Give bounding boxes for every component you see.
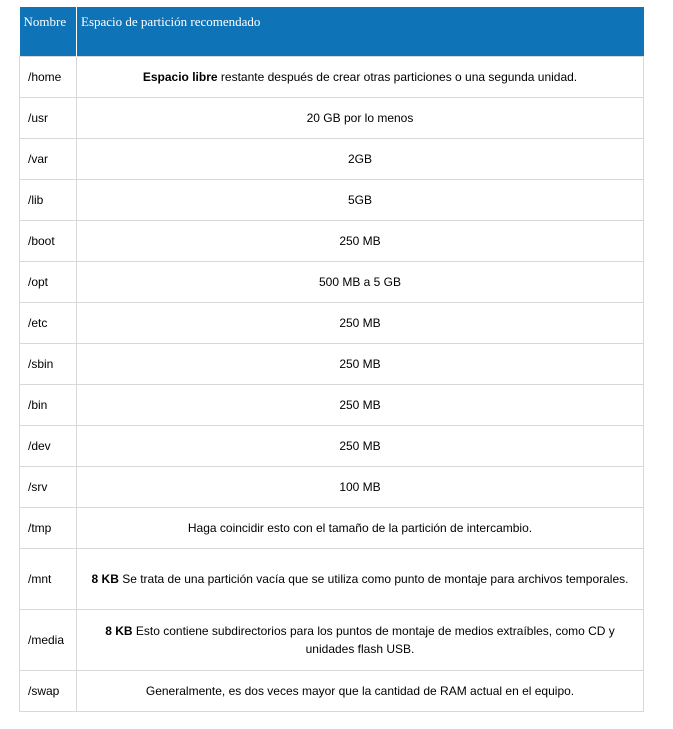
partition-space — [77, 56, 644, 97]
space-text: Haga coincidir esto con el tamaño de la partición de intercambio. — [187, 520, 533, 535]
space-text: 250 MB — [339, 233, 381, 248]
partition-space — [77, 384, 644, 425]
partition-space — [77, 220, 644, 261]
space-text: restante después de crear otras particiones o una segunda unidad. — [217, 69, 578, 84]
partition-name: /usr — [20, 97, 77, 138]
space-bold: 8 KB — [105, 623, 133, 638]
table-row — [20, 97, 644, 138]
partition-space — [77, 261, 644, 302]
partition-name: /swap — [20, 670, 77, 711]
partition-space — [77, 670, 644, 711]
space-text: 250 MB — [339, 438, 381, 453]
space-text: 2GB — [347, 151, 372, 166]
partition-space — [77, 425, 644, 466]
table-row — [20, 261, 644, 302]
partition-name: /boot — [20, 220, 77, 261]
space-text: 5GB — [347, 192, 372, 207]
partition-name: /mnt — [20, 548, 77, 609]
space-text: Esto contiene subdirectorios para los puntos de montaje de medios extraíbles, como CD y unidades flash USB. — [132, 623, 615, 656]
partition-space — [77, 548, 644, 609]
table-row — [20, 548, 644, 609]
partition-name: /opt — [20, 261, 77, 302]
table-row — [20, 507, 644, 548]
table-row — [20, 138, 644, 179]
table-row — [20, 220, 644, 261]
table-header-row — [20, 7, 644, 56]
partition-name: /lib — [20, 179, 77, 220]
partition-name: /etc — [20, 302, 77, 343]
space-text: 250 MB — [339, 356, 381, 371]
table-row — [20, 384, 644, 425]
partition-name: /sbin — [20, 343, 77, 384]
partition-name: /srv — [20, 466, 77, 507]
partition-name: /home — [20, 56, 77, 97]
header-space: Espacio de partición recomendado — [77, 7, 644, 56]
table-row — [20, 179, 644, 220]
partition-name: /dev — [20, 425, 77, 466]
space-text: 500 MB a 5 GB — [318, 274, 402, 289]
space-text: Se trata de una partición vacía que se utiliza como punto de montaje para archivos temporales. — [118, 571, 629, 586]
partition-space — [77, 609, 644, 670]
partition-space — [77, 507, 644, 548]
space-text: 250 MB — [339, 397, 381, 412]
table-row — [20, 670, 644, 711]
partition-space — [77, 466, 644, 507]
table-row — [20, 425, 644, 466]
partition-space — [77, 179, 644, 220]
header-name: Nombre — [20, 7, 77, 56]
partition-space — [77, 302, 644, 343]
table-row — [20, 466, 644, 507]
partition-table — [19, 7, 644, 712]
space-text: 250 MB — [339, 315, 381, 330]
space-bold: 8 KB — [91, 571, 119, 586]
space-text: 100 MB — [339, 479, 381, 494]
table-row — [20, 343, 644, 384]
partition-name: /media — [20, 609, 77, 670]
space-text: 20 GB por lo menos — [306, 110, 414, 125]
table-row — [20, 609, 644, 670]
partition-space — [77, 97, 644, 138]
table-row — [20, 56, 644, 97]
partition-name: /tmp — [20, 507, 77, 548]
partition-name: /var — [20, 138, 77, 179]
partition-space — [77, 138, 644, 179]
partition-space — [77, 343, 644, 384]
partition-name: /bin — [20, 384, 77, 425]
space-text: Generalmente, es dos veces mayor que la cantidad de RAM actual en el equipo. — [145, 683, 575, 698]
space-bold: Espacio libre — [142, 69, 218, 84]
table-row — [20, 302, 644, 343]
